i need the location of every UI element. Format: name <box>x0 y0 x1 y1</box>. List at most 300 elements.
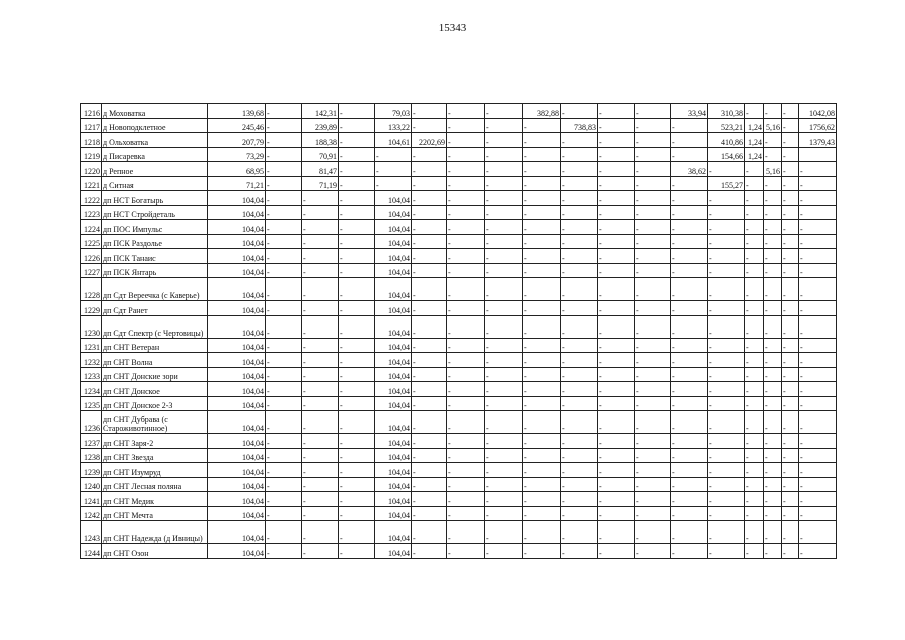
value-cell: - <box>447 147 485 162</box>
value-cell: - <box>412 382 447 397</box>
settlement-name: дп НСТ Стройдеталь <box>102 205 208 220</box>
value-cell: 188,38 <box>302 133 339 148</box>
value-cell: - <box>412 176 447 191</box>
value-cell: 104,04 <box>208 367 266 382</box>
value-cell: - <box>708 367 745 382</box>
value-cell: - <box>635 118 671 133</box>
value-cell: - <box>635 463 671 478</box>
value-cell: - <box>485 506 523 521</box>
settlement-name: дп СНТ Волна <box>102 353 208 368</box>
value-cell: - <box>485 411 523 434</box>
value-cell: - <box>339 434 375 449</box>
value-cell: - <box>635 338 671 353</box>
value-cell: - <box>485 301 523 316</box>
value-cell: - <box>598 506 635 521</box>
value-cell: - <box>447 249 485 264</box>
value-cell: - <box>302 521 339 544</box>
value-cell: - <box>302 411 339 434</box>
table-row <box>81 147 837 162</box>
settlement-name: д Репное <box>102 162 208 177</box>
table-row <box>81 448 837 463</box>
value-cell: - <box>598 118 635 133</box>
value-cell: - <box>302 353 339 368</box>
value-cell: - <box>523 382 561 397</box>
value-cell: - <box>598 338 635 353</box>
value-cell: - <box>764 492 782 507</box>
value-cell: - <box>523 338 561 353</box>
value-cell: - <box>302 338 339 353</box>
value-cell: - <box>799 263 837 278</box>
value-cell: 310,38 <box>708 104 745 119</box>
value-cell: 104,04 <box>208 205 266 220</box>
table-row <box>81 367 837 382</box>
value-cell: 738,83 <box>561 118 598 133</box>
value-cell: - <box>339 176 375 191</box>
value-cell: - <box>561 411 598 434</box>
value-cell: 104,04 <box>208 234 266 249</box>
value-cell: - <box>302 382 339 397</box>
value-cell: 104,04 <box>208 263 266 278</box>
value-cell: 104,04 <box>208 249 266 264</box>
value-cell: - <box>412 544 447 559</box>
value-cell: - <box>266 176 302 191</box>
row-number: 1243 <box>81 521 102 544</box>
value-cell: 1,24 <box>745 118 764 133</box>
value-cell: - <box>339 506 375 521</box>
value-cell: - <box>339 118 375 133</box>
value-cell: - <box>635 382 671 397</box>
value-cell: - <box>598 477 635 492</box>
value-cell: - <box>799 448 837 463</box>
table-row <box>81 315 837 338</box>
value-cell: - <box>485 176 523 191</box>
value-cell: - <box>671 301 708 316</box>
value-cell: - <box>485 396 523 411</box>
value-cell: - <box>523 162 561 177</box>
value-cell: - <box>671 367 708 382</box>
value-cell: 142,31 <box>302 104 339 119</box>
value-cell: - <box>561 396 598 411</box>
value-cell: - <box>447 162 485 177</box>
value-cell: - <box>598 220 635 235</box>
value-cell: - <box>339 301 375 316</box>
value-cell: - <box>799 382 837 397</box>
value-cell: - <box>782 249 799 264</box>
row-number: 1239 <box>81 463 102 478</box>
value-cell: - <box>339 162 375 177</box>
value-cell: 104,04 <box>375 463 412 478</box>
value-cell: 104,04 <box>375 249 412 264</box>
value-cell: - <box>447 220 485 235</box>
value-cell: - <box>485 492 523 507</box>
value-cell: - <box>266 396 302 411</box>
settlement-name: дп ПСК Раздолье <box>102 234 208 249</box>
value-cell: - <box>745 521 764 544</box>
value-cell: - <box>339 104 375 119</box>
value-cell: - <box>799 544 837 559</box>
value-cell: - <box>561 133 598 148</box>
row-number: 1227 <box>81 263 102 278</box>
value-cell: - <box>266 353 302 368</box>
value-cell: - <box>799 521 837 544</box>
settlement-name: дп ПСК Танаис <box>102 249 208 264</box>
value-cell: 104,04 <box>208 353 266 368</box>
value-cell: - <box>782 315 799 338</box>
value-cell: 104,04 <box>375 278 412 301</box>
value-cell: - <box>635 448 671 463</box>
value-cell: - <box>745 463 764 478</box>
value-cell: - <box>485 278 523 301</box>
settlement-name: дп СНТ Надежда (д Ивницы) <box>102 521 208 544</box>
value-cell: - <box>266 382 302 397</box>
row-number: 1224 <box>81 220 102 235</box>
value-cell: - <box>764 278 782 301</box>
value-cell: - <box>671 191 708 206</box>
row-number: 1240 <box>81 477 102 492</box>
value-cell: 104,04 <box>375 367 412 382</box>
value-cell: 71,19 <box>302 176 339 191</box>
value-cell: - <box>708 278 745 301</box>
value-cell: - <box>339 191 375 206</box>
table-row <box>81 249 837 264</box>
value-cell: - <box>799 176 837 191</box>
table-row <box>81 278 837 301</box>
value-cell: - <box>485 234 523 249</box>
value-cell: - <box>412 521 447 544</box>
value-cell: - <box>523 396 561 411</box>
value-cell: - <box>561 104 598 119</box>
value-cell: - <box>598 315 635 338</box>
value-cell: 154,66 <box>708 147 745 162</box>
value-cell: - <box>745 544 764 559</box>
value-cell: - <box>302 278 339 301</box>
value-cell: - <box>339 249 375 264</box>
value-cell: 33,94 <box>671 104 708 119</box>
table-row <box>81 205 837 220</box>
value-cell: 104,04 <box>375 234 412 249</box>
value-cell: - <box>266 104 302 119</box>
value-cell: - <box>671 396 708 411</box>
value-cell: - <box>412 118 447 133</box>
row-number: 1222 <box>81 191 102 206</box>
value-cell: - <box>561 544 598 559</box>
value-cell: 104,04 <box>208 544 266 559</box>
value-cell: 38,62 <box>671 162 708 177</box>
value-cell: 523,21 <box>708 118 745 133</box>
value-cell: - <box>523 463 561 478</box>
value-cell: - <box>523 506 561 521</box>
value-cell: - <box>708 521 745 544</box>
value-cell: - <box>485 382 523 397</box>
value-cell: - <box>412 104 447 119</box>
row-number: 1237 <box>81 434 102 449</box>
table-row <box>81 396 837 411</box>
value-cell: - <box>799 234 837 249</box>
row-number: 1241 <box>81 492 102 507</box>
value-cell: - <box>745 301 764 316</box>
value-cell: - <box>671 411 708 434</box>
value-cell: - <box>671 382 708 397</box>
row-number: 1216 <box>81 104 102 119</box>
value-cell: - <box>523 133 561 148</box>
value-cell: - <box>302 434 339 449</box>
value-cell: - <box>782 263 799 278</box>
value-cell: - <box>485 544 523 559</box>
value-cell: 104,04 <box>208 278 266 301</box>
value-cell: - <box>339 234 375 249</box>
value-cell: - <box>598 278 635 301</box>
table-row <box>81 220 837 235</box>
value-cell: - <box>671 477 708 492</box>
value-cell: - <box>635 147 671 162</box>
value-cell: - <box>412 278 447 301</box>
value-cell: 104,04 <box>375 521 412 544</box>
value-cell: - <box>302 367 339 382</box>
value-cell: - <box>485 118 523 133</box>
value-cell: 104,04 <box>208 521 266 544</box>
value-cell: - <box>339 544 375 559</box>
value-cell: - <box>412 205 447 220</box>
value-cell: - <box>764 234 782 249</box>
value-cell: - <box>671 448 708 463</box>
value-cell: - <box>412 263 447 278</box>
value-cell: - <box>447 301 485 316</box>
value-cell: - <box>302 448 339 463</box>
value-cell: - <box>302 492 339 507</box>
value-cell: - <box>561 234 598 249</box>
table-row <box>81 382 837 397</box>
value-cell: - <box>764 367 782 382</box>
value-cell: - <box>799 492 837 507</box>
value-cell: - <box>412 477 447 492</box>
value-cell: - <box>523 477 561 492</box>
value-cell: - <box>561 301 598 316</box>
value-cell: - <box>412 411 447 434</box>
value-cell: 104,04 <box>375 448 412 463</box>
table-row <box>81 301 837 316</box>
value-cell: - <box>708 315 745 338</box>
table-row <box>81 492 837 507</box>
value-cell: - <box>561 448 598 463</box>
row-number: 1229 <box>81 301 102 316</box>
value-cell: - <box>635 104 671 119</box>
value-cell: - <box>412 315 447 338</box>
value-cell: - <box>598 249 635 264</box>
value-cell: 104,04 <box>208 477 266 492</box>
row-number: 1234 <box>81 382 102 397</box>
settlement-name: дп СНТ Изумруд <box>102 463 208 478</box>
value-cell: - <box>764 191 782 206</box>
value-cell: - <box>782 220 799 235</box>
value-cell: - <box>708 434 745 449</box>
value-cell: - <box>412 234 447 249</box>
value-cell: 104,04 <box>208 411 266 434</box>
value-cell: - <box>412 434 447 449</box>
value-cell: - <box>598 205 635 220</box>
value-cell: - <box>447 411 485 434</box>
value-cell: 104,04 <box>208 396 266 411</box>
value-cell: - <box>635 353 671 368</box>
value-cell: - <box>598 448 635 463</box>
value-cell: - <box>745 315 764 338</box>
value-cell: - <box>412 506 447 521</box>
value-cell: - <box>799 396 837 411</box>
value-cell: - <box>375 147 412 162</box>
value-cell: - <box>708 463 745 478</box>
settlement-name: дп СНТ Дубрава (с Староживотинное) <box>102 411 208 434</box>
settlement-name: дп СНТ Ветеран <box>102 338 208 353</box>
value-cell: - <box>485 463 523 478</box>
value-cell: - <box>799 463 837 478</box>
value-cell: - <box>671 234 708 249</box>
value-cell: - <box>635 315 671 338</box>
settlement-name: дп СНТ Звезда <box>102 448 208 463</box>
value-cell: - <box>782 506 799 521</box>
table-row <box>81 162 837 177</box>
value-cell: 239,89 <box>302 118 339 133</box>
row-number: 1233 <box>81 367 102 382</box>
value-cell: - <box>598 492 635 507</box>
value-cell: - <box>635 133 671 148</box>
row-number: 1225 <box>81 234 102 249</box>
row-number: 1223 <box>81 205 102 220</box>
value-cell: - <box>745 162 764 177</box>
value-cell: 104,04 <box>208 492 266 507</box>
value-cell: - <box>745 506 764 521</box>
value-cell: - <box>339 205 375 220</box>
value-cell: - <box>447 104 485 119</box>
value-cell: 104,04 <box>208 191 266 206</box>
value-cell: - <box>745 104 764 119</box>
value-cell: - <box>447 315 485 338</box>
value-cell: - <box>635 220 671 235</box>
value-cell: - <box>708 205 745 220</box>
value-cell: - <box>782 544 799 559</box>
value-cell: - <box>799 249 837 264</box>
value-cell: - <box>302 220 339 235</box>
value-cell: 1379,43 <box>799 133 837 148</box>
value-cell: - <box>447 382 485 397</box>
value-cell: - <box>764 176 782 191</box>
value-cell: - <box>799 301 837 316</box>
value-cell: 104,04 <box>375 492 412 507</box>
value-cell: - <box>598 396 635 411</box>
value-cell: - <box>485 104 523 119</box>
value-cell: - <box>561 162 598 177</box>
value-cell: - <box>671 205 708 220</box>
value-cell: 71,21 <box>208 176 266 191</box>
value-cell: - <box>412 492 447 507</box>
value-cell: - <box>635 506 671 521</box>
value-cell: 104,04 <box>375 315 412 338</box>
value-cell: - <box>523 434 561 449</box>
value-cell: - <box>561 205 598 220</box>
value-cell: - <box>782 205 799 220</box>
value-cell: - <box>782 434 799 449</box>
value-cell: - <box>561 191 598 206</box>
value-cell: - <box>598 162 635 177</box>
value-cell: 104,04 <box>375 382 412 397</box>
value-cell: - <box>764 315 782 338</box>
value-cell: - <box>598 176 635 191</box>
value-cell: - <box>523 301 561 316</box>
value-cell: - <box>302 249 339 264</box>
value-cell: - <box>782 176 799 191</box>
value-cell: - <box>523 367 561 382</box>
value-cell: - <box>339 338 375 353</box>
value-cell: - <box>782 234 799 249</box>
value-cell: - <box>302 477 339 492</box>
value-cell: 79,03 <box>375 104 412 119</box>
value-cell: - <box>598 133 635 148</box>
value-cell: - <box>635 367 671 382</box>
value-cell: - <box>561 492 598 507</box>
table-row <box>81 118 837 133</box>
value-cell: - <box>745 396 764 411</box>
value-cell: - <box>447 463 485 478</box>
row-number: 1217 <box>81 118 102 133</box>
value-cell: - <box>764 434 782 449</box>
value-cell: - <box>745 492 764 507</box>
value-cell: - <box>302 205 339 220</box>
value-cell: - <box>708 353 745 368</box>
value-cell: - <box>598 301 635 316</box>
row-number: 1231 <box>81 338 102 353</box>
value-cell: - <box>561 278 598 301</box>
value-cell: - <box>635 249 671 264</box>
value-cell: 1,24 <box>745 147 764 162</box>
value-cell: - <box>485 448 523 463</box>
value-cell: - <box>598 434 635 449</box>
table-row <box>81 521 837 544</box>
value-cell: - <box>523 205 561 220</box>
value-cell: - <box>266 301 302 316</box>
value-cell: - <box>745 191 764 206</box>
table-row <box>81 506 837 521</box>
value-cell: - <box>764 301 782 316</box>
value-cell: - <box>764 396 782 411</box>
value-cell: - <box>635 544 671 559</box>
value-cell: - <box>635 521 671 544</box>
value-cell: - <box>266 506 302 521</box>
value-cell: - <box>671 147 708 162</box>
value-cell: - <box>635 396 671 411</box>
value-cell: - <box>523 249 561 264</box>
value-cell: - <box>745 353 764 368</box>
value-cell: - <box>266 315 302 338</box>
row-number: 1235 <box>81 396 102 411</box>
value-cell: - <box>561 353 598 368</box>
settlement-name: д Ольховатка <box>102 133 208 148</box>
value-cell: - <box>447 176 485 191</box>
value-cell: - <box>561 477 598 492</box>
value-cell: - <box>799 353 837 368</box>
value-cell: - <box>523 176 561 191</box>
value-cell: - <box>708 191 745 206</box>
value-cell: - <box>745 263 764 278</box>
value-cell: - <box>764 338 782 353</box>
value-cell: - <box>485 147 523 162</box>
value-cell: - <box>782 338 799 353</box>
table-row <box>81 477 837 492</box>
value-cell: 104,04 <box>375 301 412 316</box>
value-cell: - <box>485 367 523 382</box>
value-cell: - <box>799 477 837 492</box>
row-number: 1232 <box>81 353 102 368</box>
value-cell: - <box>561 506 598 521</box>
value-cell: - <box>412 249 447 264</box>
value-cell: 382,88 <box>523 104 561 119</box>
